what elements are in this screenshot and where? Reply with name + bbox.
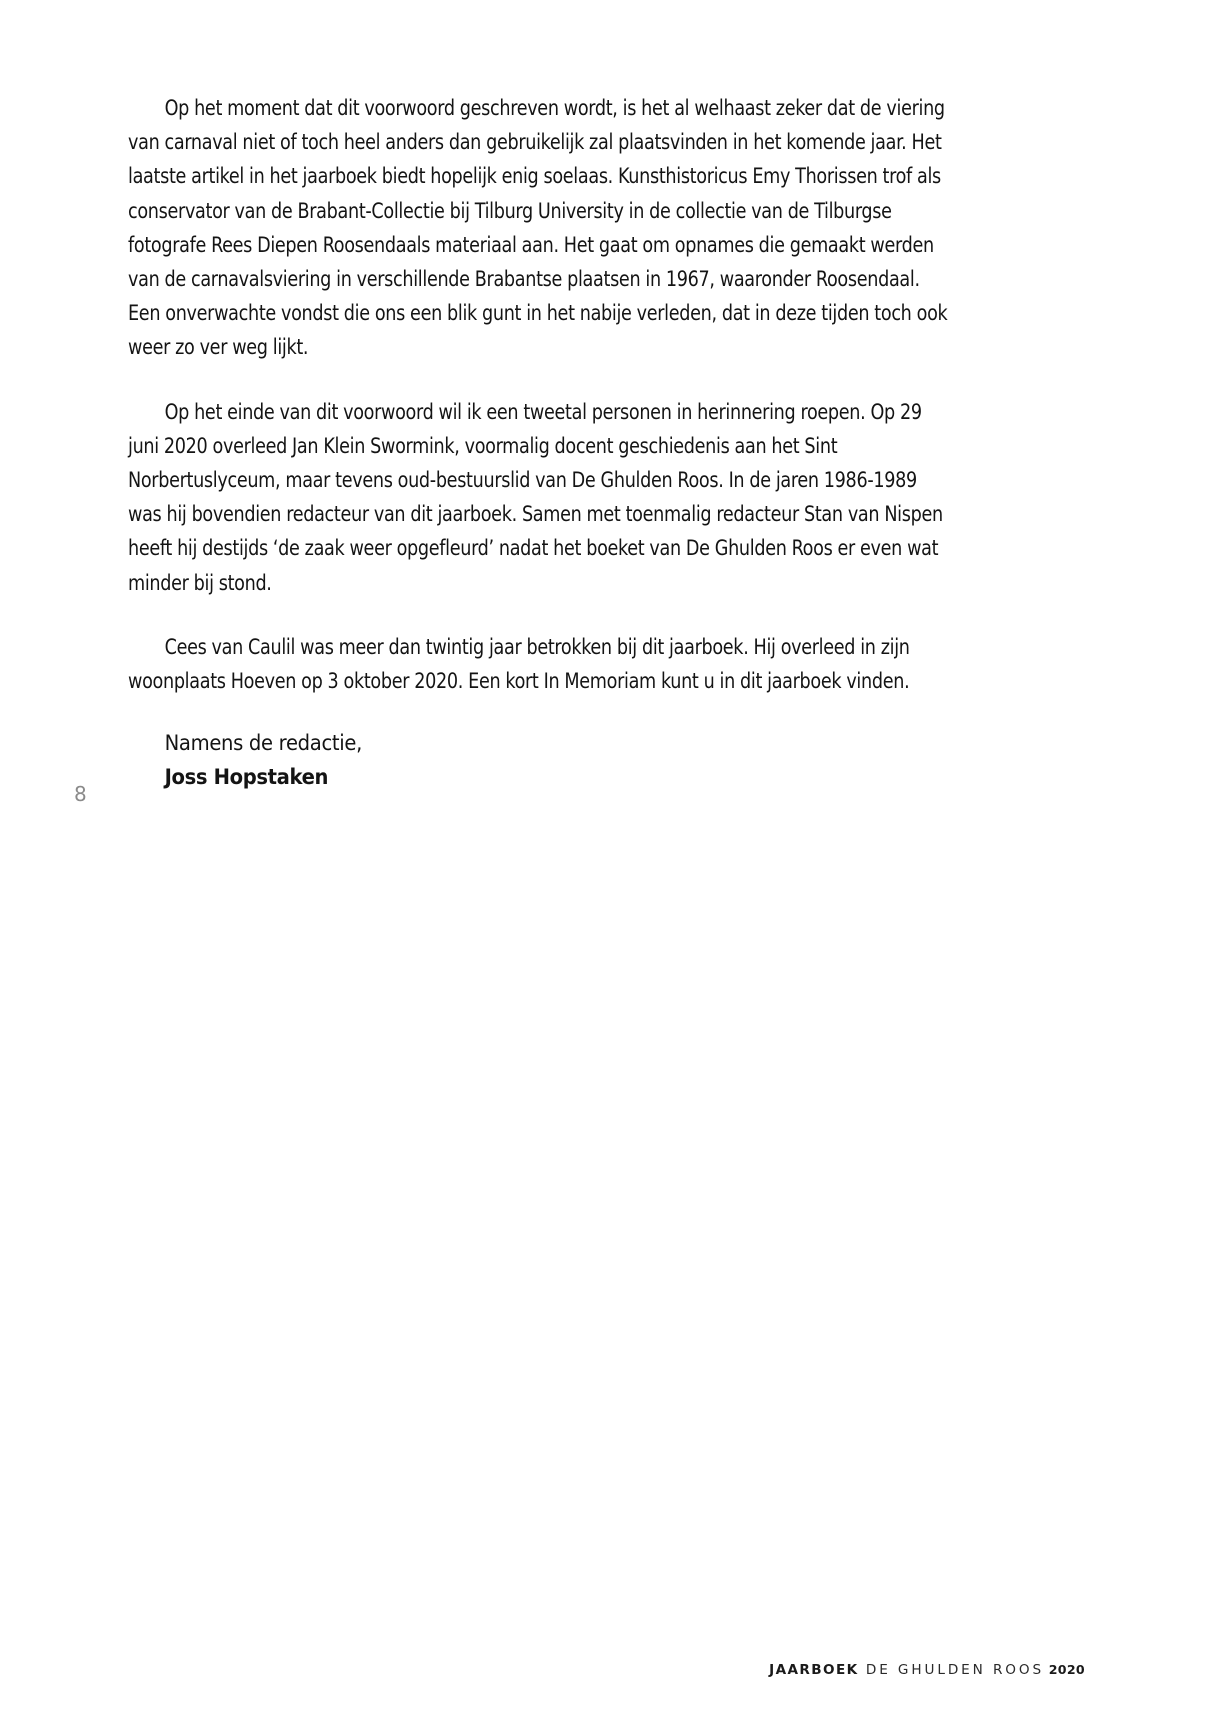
paragraph-3: Cees van Caulil was meer dan twintig jaar betrokken bij dit jaarboek. Hij overleed in zijn woonplaats Hoeven op 3 oktober 2020. Een kort In Memoriam kunt u in dit jaarboek vinden. xyxy=(128,634,910,695)
signature-block xyxy=(128,727,988,795)
footer-space-1 xyxy=(859,1662,866,1678)
paragraph-1: Op het moment dat dit voorwoord geschreven wordt, is het al welhaast zeker dat de viering van carnaval niet of toch heel anders dan gebruikelijk zal plaatsvinden in het komende jaar. Het laatste artikel in het jaarboek biedt hopelijk enig soelaas. Kunsthistoricus Emy Thorissen trof als conservator van de Brabant-Collectie bij Tilburg University in de collectie van de Tilburgse fotografe Rees Diepen Roosendaals materiaal aan. Het gaat om opnames die gemaakt werden van de carnavalsviering in verschillende Brabantse plaatsen in 1967, waaronder Roosendaal. Een onverwachte vondst die ons een blik gunt in het nabije verleden, dat in deze tijden toch ook weer zo ver weg lijkt. xyxy=(128,96,948,361)
page-number: 8 xyxy=(74,782,87,806)
paragraph-2: Op het einde van dit voorwoord wil ik een tweetal personen in herinnering roepen. Op 29 juni 2020 overleed Jan Klein Swormink, voormalig docent geschiedenis aan het Sint Norbertuslyceum, maar tevens oud-bestuurslid van De Ghulden Roos. In de jaren 1986-1989 was hij bovendien redacteur van dit jaarboek. Samen met toenmalig redacteur Stan van Nispen heeft hij destijds ‘de zaak weer opgefleurd’ nadat het boeket van De Ghulden Roos er even wat minder bij stond. xyxy=(128,399,943,596)
running-footer xyxy=(769,1662,1085,1678)
signature-closing: Namens de redactie, xyxy=(164,731,362,757)
footer-publication-light: DE GHULDEN ROOS xyxy=(865,1662,1045,1678)
signature-name: Joss Hopstaken xyxy=(164,765,329,791)
footer-publication-bold: JAARBOEK xyxy=(769,1662,859,1678)
footer-year: 2020 xyxy=(1048,1662,1085,1677)
body-text-column xyxy=(128,92,954,796)
